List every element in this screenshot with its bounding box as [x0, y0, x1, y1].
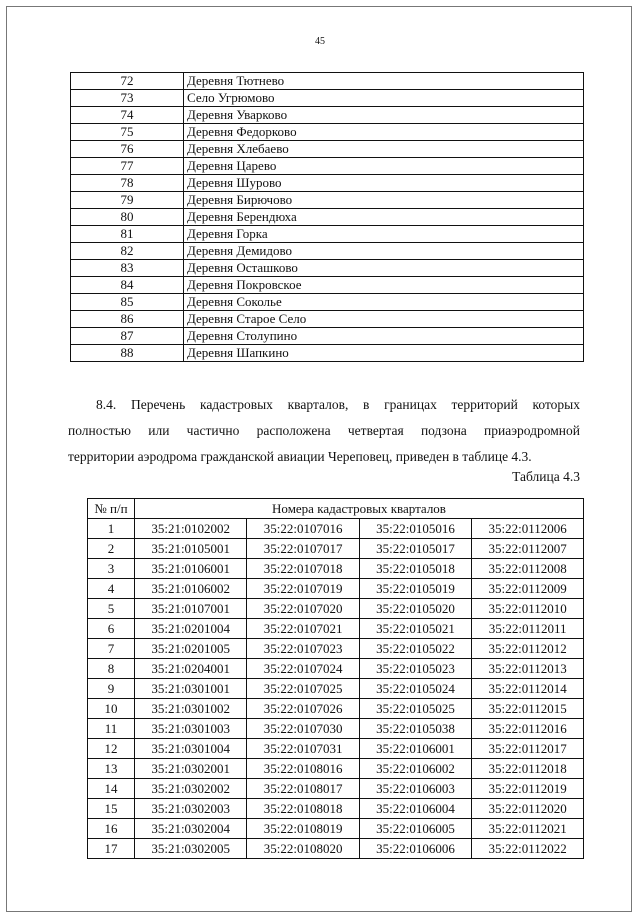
- cadastral-quarter-number: 35:22:0105022: [359, 639, 471, 659]
- cadastral-quarter-number: 35:22:0105017: [359, 539, 471, 559]
- table-row: [88, 559, 584, 579]
- table-row: [71, 124, 584, 141]
- row-number: 5: [88, 599, 135, 619]
- table-row: [88, 639, 584, 659]
- table-row: [71, 175, 584, 192]
- cadastral-quarters-table: [87, 498, 584, 859]
- cadastral-quarter-number: 35:22:0105021: [359, 619, 471, 639]
- settlement-name: Деревня Уварково: [184, 107, 584, 124]
- settlement-name: Деревня Берендюха: [184, 209, 584, 226]
- settlement-name: Деревня Соколье: [184, 294, 584, 311]
- cadastral-quarter-number: 35:22:0106006: [359, 839, 471, 859]
- cadastral-quarter-number: 35:22:0105020: [359, 599, 471, 619]
- table-row: [88, 739, 584, 759]
- paragraph-line-3: территории аэродрома гражданской авиации Череповец, приведен в таблице 4.3.: [68, 449, 532, 464]
- header-num: № п/п: [88, 499, 135, 519]
- cadastral-quarter-number: 35:22:0112016: [472, 719, 584, 739]
- row-number: 77: [71, 158, 184, 175]
- row-number: 79: [71, 192, 184, 209]
- table-row: [71, 107, 584, 124]
- cadastral-quarter-number: 35:22:0112013: [472, 659, 584, 679]
- cadastral-quarter-number: 35:22:0112019: [472, 779, 584, 799]
- cadastral-quarter-number: 35:22:0112015: [472, 699, 584, 719]
- row-number: 14: [88, 779, 135, 799]
- cadastral-quarter-number: 35:22:0108017: [247, 779, 359, 799]
- table-row: [71, 209, 584, 226]
- table-row: [71, 90, 584, 107]
- table-row: [71, 294, 584, 311]
- cadastral-quarter-number: 35:22:0108016: [247, 759, 359, 779]
- row-number: 7: [88, 639, 135, 659]
- cadastral-quarter-number: 35:22:0105019: [359, 579, 471, 599]
- row-number: 15: [88, 799, 135, 819]
- cadastral-quarter-number: 35:22:0106005: [359, 819, 471, 839]
- table-row: [88, 839, 584, 859]
- table-row: [71, 243, 584, 260]
- table-row: [88, 719, 584, 739]
- settlement-name: Деревня Царево: [184, 158, 584, 175]
- row-number: 8: [88, 659, 135, 679]
- cadastral-quarter-number: 35:22:0107021: [247, 619, 359, 639]
- cadastral-quarter-number: 35:21:0106002: [135, 579, 247, 599]
- cadastral-quarter-number: 35:22:0112012: [472, 639, 584, 659]
- table-row: [88, 519, 584, 539]
- table-row: [88, 679, 584, 699]
- cadastral-quarter-number: 35:22:0112017: [472, 739, 584, 759]
- row-number: 85: [71, 294, 184, 311]
- table-caption: Таблица 4.3: [512, 469, 580, 484]
- cadastral-quarter-number: 35:22:0105025: [359, 699, 471, 719]
- cadastral-quarter-number: 35:22:0107025: [247, 679, 359, 699]
- paragraph-line-2: полностью или частично расположена четвертая подзона приаэродромной: [68, 423, 580, 438]
- cadastral-quarter-number: 35:22:0112008: [472, 559, 584, 579]
- table-row: [71, 328, 584, 345]
- cadastral-quarter-number: 35:21:0302004: [135, 819, 247, 839]
- cadastral-quarter-number: 35:22:0112007: [472, 539, 584, 559]
- cadastral-quarters-table-body: [88, 519, 584, 859]
- row-number: 82: [71, 243, 184, 260]
- row-number: 13: [88, 759, 135, 779]
- cadastral-quarter-number: 35:22:0107024: [247, 659, 359, 679]
- cadastral-quarter-number: 35:22:0107018: [247, 559, 359, 579]
- cadastral-quarter-number: 35:21:0201004: [135, 619, 247, 639]
- row-number: 81: [71, 226, 184, 243]
- cadastral-quarter-number: 35:22:0107016: [247, 519, 359, 539]
- cadastral-quarter-number: 35:22:0105038: [359, 719, 471, 739]
- settlement-name: Деревня Демидово: [184, 243, 584, 260]
- row-number: 78: [71, 175, 184, 192]
- cadastral-quarter-number: 35:22:0107020: [247, 599, 359, 619]
- cadastral-quarters-table-head: [88, 499, 584, 519]
- table-row: [88, 539, 584, 559]
- cadastral-quarter-number: 35:22:0112018: [472, 759, 584, 779]
- row-number: 4: [88, 579, 135, 599]
- table-row: [88, 699, 584, 719]
- cadastral-quarter-number: 35:21:0102002: [135, 519, 247, 539]
- cadastral-quarter-number: 35:21:0204001: [135, 659, 247, 679]
- cadastral-quarter-number: 35:22:0108020: [247, 839, 359, 859]
- row-number: 83: [71, 260, 184, 277]
- settlement-name: Деревня Шапкино: [184, 345, 584, 362]
- cadastral-quarter-number: 35:22:0112021: [472, 819, 584, 839]
- table-row: [88, 759, 584, 779]
- row-number: 75: [71, 124, 184, 141]
- cadastral-quarter-number: 35:22:0107031: [247, 739, 359, 759]
- table-row: [71, 260, 584, 277]
- cadastral-quarter-number: 35:21:0301002: [135, 699, 247, 719]
- row-number: 1: [88, 519, 135, 539]
- row-number: 12: [88, 739, 135, 759]
- row-number: 6: [88, 619, 135, 639]
- cadastral-quarter-number: 35:22:0106001: [359, 739, 471, 759]
- cadastral-quarter-number: 35:21:0301003: [135, 719, 247, 739]
- row-number: 3: [88, 559, 135, 579]
- cadastral-quarter-number: 35:22:0107026: [247, 699, 359, 719]
- settlement-name: Деревня Горка: [184, 226, 584, 243]
- table-row: [71, 158, 584, 175]
- cadastral-quarter-number: 35:22:0106003: [359, 779, 471, 799]
- cadastral-quarter-number: 35:22:0105018: [359, 559, 471, 579]
- table-row: [88, 599, 584, 619]
- table-row: [71, 73, 584, 90]
- table-row: [88, 659, 584, 679]
- page-number: 45: [315, 36, 325, 47]
- cadastral-quarter-number: 35:22:0112020: [472, 799, 584, 819]
- cadastral-quarter-number: 35:22:0112009: [472, 579, 584, 599]
- settlement-name: Село Угрюмово: [184, 90, 584, 107]
- cadastral-quarter-number: 35:22:0105024: [359, 679, 471, 699]
- table-row: [71, 277, 584, 294]
- row-number: 16: [88, 819, 135, 839]
- settlement-name: Деревня Федорково: [184, 124, 584, 141]
- cadastral-quarter-number: 35:21:0302005: [135, 839, 247, 859]
- cadastral-quarter-number: 35:22:0107017: [247, 539, 359, 559]
- cadastral-quarter-number: 35:22:0107019: [247, 579, 359, 599]
- cadastral-quarter-number: 35:21:0301001: [135, 679, 247, 699]
- row-number: 80: [71, 209, 184, 226]
- cadastral-quarter-number: 35:22:0105023: [359, 659, 471, 679]
- cadastral-quarter-number: 35:22:0106002: [359, 759, 471, 779]
- paragraph-line-1: 8.4. Перечень кадастровых кварталов, в границах территорий которых: [96, 397, 580, 412]
- settlement-name: Деревня Шурово: [184, 175, 584, 192]
- row-number: 17: [88, 839, 135, 859]
- settlement-name: Деревня Столупино: [184, 328, 584, 345]
- cadastral-quarter-number: 35:21:0107001: [135, 599, 247, 619]
- cadastral-quarter-number: 35:22:0112010: [472, 599, 584, 619]
- section-paragraph: [68, 392, 580, 470]
- row-number: 11: [88, 719, 135, 739]
- table-row: [71, 226, 584, 243]
- table-row: [88, 779, 584, 799]
- settlements-table-body: [71, 73, 584, 362]
- settlement-name: Деревня Старое Село: [184, 311, 584, 328]
- cadastral-quarter-number: 35:22:0107030: [247, 719, 359, 739]
- row-number: 73: [71, 90, 184, 107]
- cadastral-quarter-number: 35:21:0302002: [135, 779, 247, 799]
- cadastral-quarter-number: 35:21:0105001: [135, 539, 247, 559]
- row-number: 10: [88, 699, 135, 719]
- cadastral-quarter-number: 35:21:0106001: [135, 559, 247, 579]
- table-row: [88, 619, 584, 639]
- table-row: [71, 345, 584, 362]
- settlement-name: Деревня Бирючово: [184, 192, 584, 209]
- table-row: [71, 311, 584, 328]
- row-number: 72: [71, 73, 184, 90]
- settlement-name: Деревня Хлебаево: [184, 141, 584, 158]
- cadastral-quarter-number: 35:22:0106004: [359, 799, 471, 819]
- cadastral-quarter-number: 35:22:0108018: [247, 799, 359, 819]
- settlement-name: Деревня Тютнево: [184, 73, 584, 90]
- table-row: [88, 819, 584, 839]
- cadastral-quarter-number: 35:22:0108019: [247, 819, 359, 839]
- header-quarters: Номера кадастровых кварталов: [135, 499, 584, 519]
- cadastral-quarter-number: 35:22:0112022: [472, 839, 584, 859]
- cadastral-quarter-number: 35:22:0112011: [472, 619, 584, 639]
- settlement-name: Деревня Осташково: [184, 260, 584, 277]
- cadastral-quarter-number: 35:21:0302003: [135, 799, 247, 819]
- cadastral-quarter-number: 35:22:0107023: [247, 639, 359, 659]
- row-number: 86: [71, 311, 184, 328]
- row-number: 87: [71, 328, 184, 345]
- cadastral-quarter-number: 35:22:0112006: [472, 519, 584, 539]
- row-number: 2: [88, 539, 135, 559]
- cadastral-quarter-number: 35:22:0112014: [472, 679, 584, 699]
- row-number: 84: [71, 277, 184, 294]
- cadastral-quarter-number: 35:21:0302001: [135, 759, 247, 779]
- row-number: 76: [71, 141, 184, 158]
- cadastral-quarter-number: 35:21:0301004: [135, 739, 247, 759]
- table-row: [71, 192, 584, 209]
- cadastral-quarter-number: 35:22:0105016: [359, 519, 471, 539]
- table-row: [71, 141, 584, 158]
- row-number: 74: [71, 107, 184, 124]
- row-number: 88: [71, 345, 184, 362]
- settlements-table: [70, 72, 584, 362]
- table-row: [88, 799, 584, 819]
- table-header-row: [88, 499, 584, 519]
- table-row: [88, 579, 584, 599]
- row-number: 9: [88, 679, 135, 699]
- settlement-name: Деревня Покровское: [184, 277, 584, 294]
- cadastral-quarter-number: 35:21:0201005: [135, 639, 247, 659]
